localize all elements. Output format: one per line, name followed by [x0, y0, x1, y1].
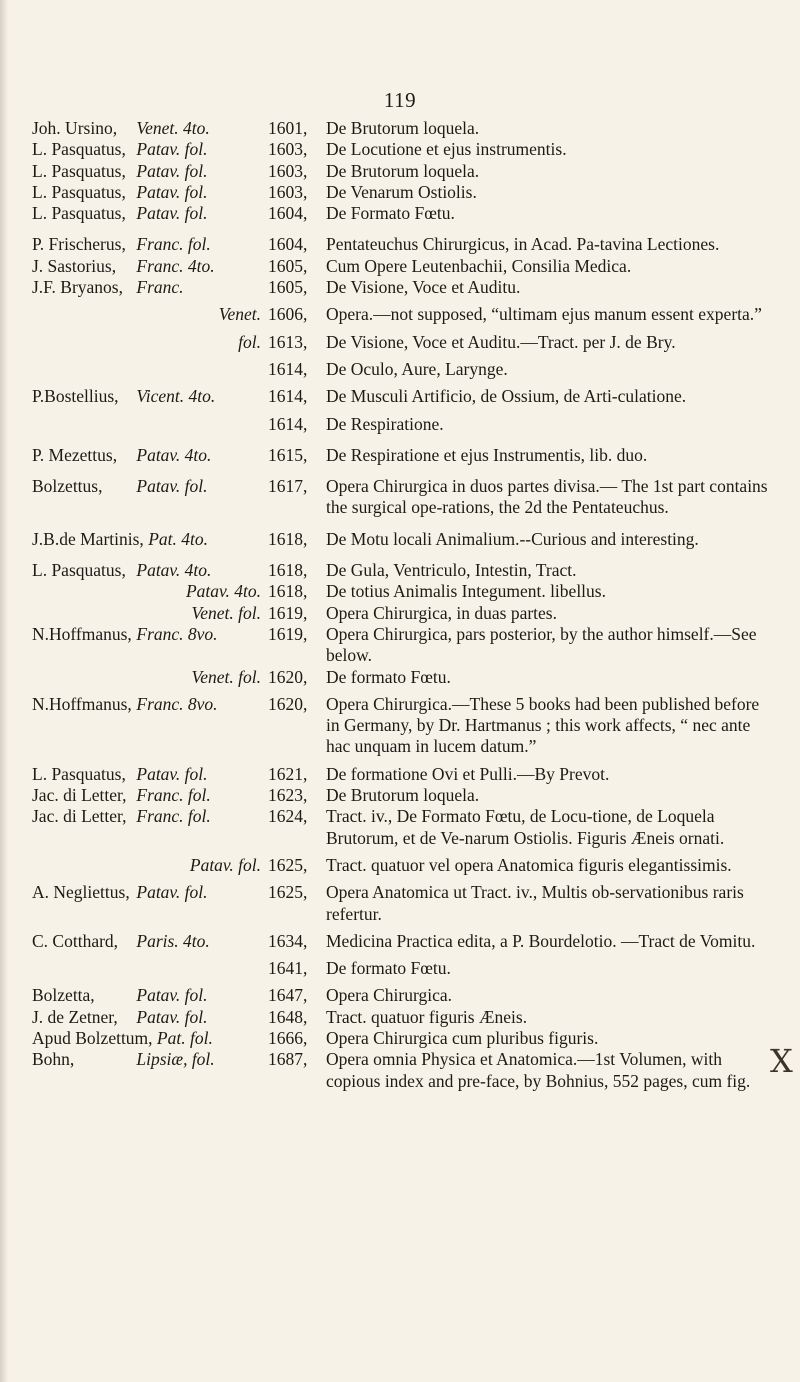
entry-place-format: fol.: [238, 331, 261, 352]
entry-place-format: Patav. fol.: [136, 1006, 208, 1027]
entry-title: De Formato Fœtu.: [326, 203, 455, 224]
entry-year: 1605,: [268, 255, 308, 276]
entry-year: 1617,: [268, 476, 308, 497]
entry-title: Opera Chirurgica.—These 5 books had been published before in Germany, by Dr. Hartmanus ; this work affects, “ nec ante hac unquam in lucem datum.”: [326, 693, 760, 757]
entry-place-format: Venet.: [218, 304, 261, 325]
entry-title: Opera Anatomica ut Tract. iv., Multis ob-servationibus raris refertur.: [326, 882, 744, 924]
bibliography-entry: [0, 304, 800, 325]
entry-title: De Venarum Ostiolis.: [326, 181, 477, 202]
entry-title: Pentateuchus Chirurgicus, in Acad. Pa-tavina Lectiones.: [326, 234, 720, 255]
entry-imprint: [32, 667, 261, 688]
entry-title: De Respiratione.: [326, 413, 444, 434]
entry-year: 1603,: [268, 160, 308, 181]
entry-year: 1634,: [268, 930, 308, 951]
entry-place-format: Venet. 4to.: [136, 118, 210, 138]
entry-title: Opera.—not supposed, “ultimam ejus manum essent experta.”: [326, 304, 762, 325]
entry-year: 1647,: [268, 985, 308, 1006]
bibliography-entry: [0, 603, 800, 624]
entry-title: Tract. quatuor vel opera Anatomica figuris elegantissimis.: [326, 854, 732, 875]
page-number: 119: [383, 88, 417, 112]
bibliography-entry: [0, 203, 800, 224]
entry-title: Opera Chirurgica in duos partes divisa.— The 1st part contains the surgical ope-rations, the 2d the Pentateuchus.: [326, 476, 768, 518]
entry-imprint: [32, 806, 262, 827]
entry-author: L. Pasquatus,: [32, 763, 126, 784]
entry-year: 1648,: [268, 1006, 308, 1027]
entry-year: 1604,: [268, 234, 308, 255]
entry-author: L. Pasquatus,: [32, 160, 126, 181]
entry-place-format: Venet. fol.: [191, 666, 261, 687]
entry-author: P. Frischerus,: [32, 234, 126, 255]
entry-author: J. Sastorius,: [32, 255, 117, 276]
bibliography-list: [0, 118, 800, 1092]
entry-imprint: [32, 256, 262, 277]
bibliography-entry: [0, 667, 800, 688]
entry-author: N.Hoffmanus,: [32, 693, 132, 714]
entry-year: 1613,: [268, 331, 308, 352]
entry-imprint: [32, 581, 261, 602]
entry-place-format: Patav. 4to.: [136, 444, 212, 465]
entry-imprint: [32, 203, 262, 224]
entry-title: De totius Animalis Integument. libellus.: [326, 581, 606, 602]
entry-title: Tract. iv., De Formato Fœtu, de Locu-tione, de Loquela Brutorum, et de Ve-narum Ostiolis. Figuris Æneis ornati.: [326, 806, 725, 848]
entry-author: Bolzetta,: [32, 985, 95, 1006]
entry-author: J. de Zetner,: [32, 1006, 118, 1027]
entry-author: L. Pasquatus,: [32, 203, 126, 224]
entry-imprint: [32, 277, 262, 298]
entry-year: 1615,: [268, 444, 308, 465]
entry-author: N.Hoffmanus,: [32, 623, 132, 644]
entry-title: De Brutorum loquela.: [326, 785, 480, 806]
entry-year: 1666,: [268, 1027, 308, 1048]
entry-imprint: [32, 182, 262, 203]
entry-place-format: Pat. fol.: [156, 1027, 213, 1048]
entry-title: De Locutione et ejus instrumentis.: [326, 139, 567, 160]
entry-imprint: [32, 603, 261, 624]
entry-title: Opera omnia Physica et Anatomica.—1st Volumen, with copious index and pre-face, by Bohnius, 552 pages, cum fig.: [326, 1049, 751, 1091]
entry-title: Opera Chirurgica, in duas partes.: [326, 602, 557, 623]
entry-place-format: Lipsiæ, fol.: [136, 1049, 215, 1070]
entry-imprint: [32, 1049, 262, 1070]
bibliography-entry: [0, 931, 800, 952]
entry-title: Opera Chirurgica.: [326, 985, 453, 1006]
entry-imprint: [32, 694, 262, 715]
entry-title: De Visione, Voce et Auditu.: [326, 277, 521, 298]
entry-year: 1624,: [268, 806, 308, 827]
bibliography-entry: [0, 182, 800, 203]
entry-year: 1618,: [268, 560, 308, 581]
entry-author: C. Cotthard,: [32, 930, 119, 951]
bibliography-entry: [0, 694, 800, 758]
bibliography-entry: [0, 560, 800, 581]
entry-imprint: [32, 882, 262, 903]
entry-year: 1687,: [268, 1049, 308, 1070]
entry-year: 1603,: [268, 139, 308, 160]
entry-place-format: Patav. fol.: [136, 763, 208, 784]
bibliography-entry: [0, 234, 800, 255]
entry-place-format: Franc. fol.: [136, 785, 211, 806]
entry-place-format: Patav. fol.: [136, 203, 208, 224]
bibliography-entry: [0, 332, 800, 353]
entry-place-format: Franc. 8vo.: [136, 693, 218, 714]
bibliography-entry: [0, 118, 800, 139]
entry-imprint: [32, 529, 262, 550]
entry-author: P.Bostellius,: [32, 386, 119, 407]
entry-place-format: Paris. 4to.: [136, 930, 210, 951]
bibliography-entry: [0, 985, 800, 1006]
entry-place-format: Franc. fol.: [136, 234, 211, 255]
entry-year: 1604,: [268, 203, 308, 224]
entry-place-format: Patav. fol.: [136, 476, 208, 497]
entry-imprint: [32, 560, 262, 581]
entry-place-format: Pat. 4to.: [148, 528, 208, 549]
entry-author: Bohn,: [32, 1049, 75, 1070]
entry-place-format: Patav. fol.: [136, 139, 208, 160]
entry-imprint: [32, 764, 262, 785]
entry-imprint: [32, 1007, 262, 1028]
entry-imprint: [32, 139, 262, 160]
entry-title: Cum Opere Leutenbachii, Consilia Medica.: [326, 255, 632, 276]
entry-title: De formato Fœtu.: [326, 666, 451, 687]
entry-title: De Musculi Artificio, de Ossium, de Arti-culatione.: [326, 386, 687, 407]
entry-title: De Gula, Ventriculo, Intestin, Tract.: [326, 560, 577, 581]
entry-title: Opera Chirurgica cum pluribus figuris.: [326, 1027, 599, 1048]
bibliography-entry: [0, 855, 800, 876]
entry-place-format: Patav. fol.: [136, 882, 208, 903]
entry-year: 1601,: [268, 118, 308, 138]
entry-imprint: [32, 234, 262, 255]
entry-place-format: Vicent. 4to.: [136, 386, 216, 407]
entry-place-format: Patav. 4to.: [185, 581, 261, 602]
entry-imprint: [32, 985, 262, 1006]
entry-imprint: [32, 445, 262, 466]
entry-year: 1621,: [268, 763, 308, 784]
entry-imprint: [32, 161, 262, 182]
entry-year: 1619,: [268, 623, 308, 644]
entry-title: De formatione Ovi et Pulli.—By Prevot.: [326, 763, 610, 784]
entry-year: 1620,: [268, 666, 308, 687]
bibliography-entry: [0, 1028, 800, 1049]
bibliography-entry: [0, 1007, 800, 1028]
bibliography-entry: [0, 161, 800, 182]
entry-place-format: Patav. fol.: [136, 160, 208, 181]
entry-year: 1614,: [268, 413, 308, 434]
entry-imprint: [32, 624, 262, 645]
entry-author: P. Mezettus,: [32, 444, 118, 465]
entry-place-format: Patav. fol.: [189, 854, 261, 875]
entry-title: Tract. quatuor figuris Æneis.: [326, 1006, 528, 1027]
entry-year: 1641,: [268, 958, 308, 979]
entry-title: De Brutorum loquela.: [326, 160, 480, 181]
entry-author: Apud Bolzettum,: [32, 1027, 153, 1048]
bibliography-entry: [0, 785, 800, 806]
entry-author: Jac. di Letter,: [32, 806, 127, 827]
entry-author: L. Pasquatus,: [32, 560, 126, 581]
bibliography-entry: [0, 806, 800, 849]
entry-title: De Motu locali Animalium.--Curious and interesting.: [326, 528, 699, 549]
entry-year: 1605,: [268, 277, 308, 298]
entry-imprint: [32, 332, 261, 353]
entry-imprint: [32, 304, 261, 325]
entry-title: De Brutorum loquela.: [326, 118, 480, 138]
bibliography-entry: [0, 529, 800, 550]
entry-author: L. Pasquatus,: [32, 181, 126, 202]
entry-place-format: Patav. 4to.: [136, 560, 212, 581]
entry-year: 1614,: [268, 358, 308, 379]
bibliography-entry: [0, 445, 800, 466]
bibliography-entry: [0, 277, 800, 298]
bibliography-entry: [0, 476, 800, 519]
entry-year: 1625,: [268, 854, 308, 875]
entry-year: 1619,: [268, 602, 308, 623]
entry-title: Opera Chirurgica, pars posterior, by the author himself.—See below.: [326, 623, 757, 666]
bibliography-entry: [0, 958, 800, 979]
entry-imprint: [32, 476, 262, 497]
bibliography-entry: [0, 386, 800, 407]
bibliography-entry: [0, 359, 800, 380]
entry-imprint: [32, 118, 262, 139]
entry-year: 1620,: [268, 693, 308, 714]
entry-imprint: [32, 855, 261, 876]
entry-place-format: Franc. 4to.: [136, 255, 215, 276]
bibliography-entry: [0, 256, 800, 277]
bibliography-entry: [0, 1049, 800, 1092]
bibliography-entry: [0, 414, 800, 435]
entry-author: A. Negliettus,: [32, 882, 130, 903]
entry-year: 1603,: [268, 181, 308, 202]
entry-imprint: [32, 386, 262, 407]
entry-title: Medicina Practica edita, a P. Bourdelotio. —Tract de Vomitu.: [326, 930, 756, 951]
entry-year: 1614,: [268, 386, 308, 407]
entry-year: 1618,: [268, 528, 308, 549]
entry-title: De Respiratione et ejus Instrumentis, lib. duo.: [326, 444, 648, 465]
bibliography-entry: [0, 581, 800, 602]
entry-author: J.F. Bryanos,: [32, 277, 123, 298]
entry-author: Joh. Ursino,: [32, 118, 118, 138]
entry-title: De Visione, Voce et Auditu.—Tract. per J. de Bry.: [326, 331, 676, 352]
bibliography-entry: [0, 882, 800, 925]
entry-place-format: Venet. fol.: [191, 602, 261, 623]
bibliography-entry: [0, 139, 800, 160]
entry-author: Jac. di Letter,: [32, 785, 127, 806]
entry-author: Bolzettus,: [32, 476, 103, 497]
entry-year: 1625,: [268, 882, 308, 903]
entry-title: De Oculo, Aure, Larynge.: [326, 358, 508, 379]
entry-imprint: [32, 785, 262, 806]
entry-imprint: [32, 1028, 262, 1049]
margin-annotation-mark: X: [770, 1042, 793, 1080]
entry-place-format: Franc.: [136, 277, 184, 298]
entry-author: L. Pasquatus,: [32, 139, 126, 160]
entry-place-format: Patav. fol.: [136, 985, 208, 1006]
entry-author: J.B.de Martinis,: [32, 528, 144, 549]
bibliography-entry: [0, 624, 800, 667]
entry-year: 1618,: [268, 581, 308, 602]
entry-title: De formato Fœtu.: [326, 958, 451, 979]
entry-imprint: [32, 931, 262, 952]
entry-place-format: Franc. fol.: [136, 806, 211, 827]
entry-place-format: Patav. fol.: [136, 181, 208, 202]
entry-year: 1606,: [268, 304, 308, 325]
bibliography-entry: [0, 764, 800, 785]
entry-year: 1623,: [268, 785, 308, 806]
entry-place-format: Franc. 8vo.: [136, 623, 218, 644]
